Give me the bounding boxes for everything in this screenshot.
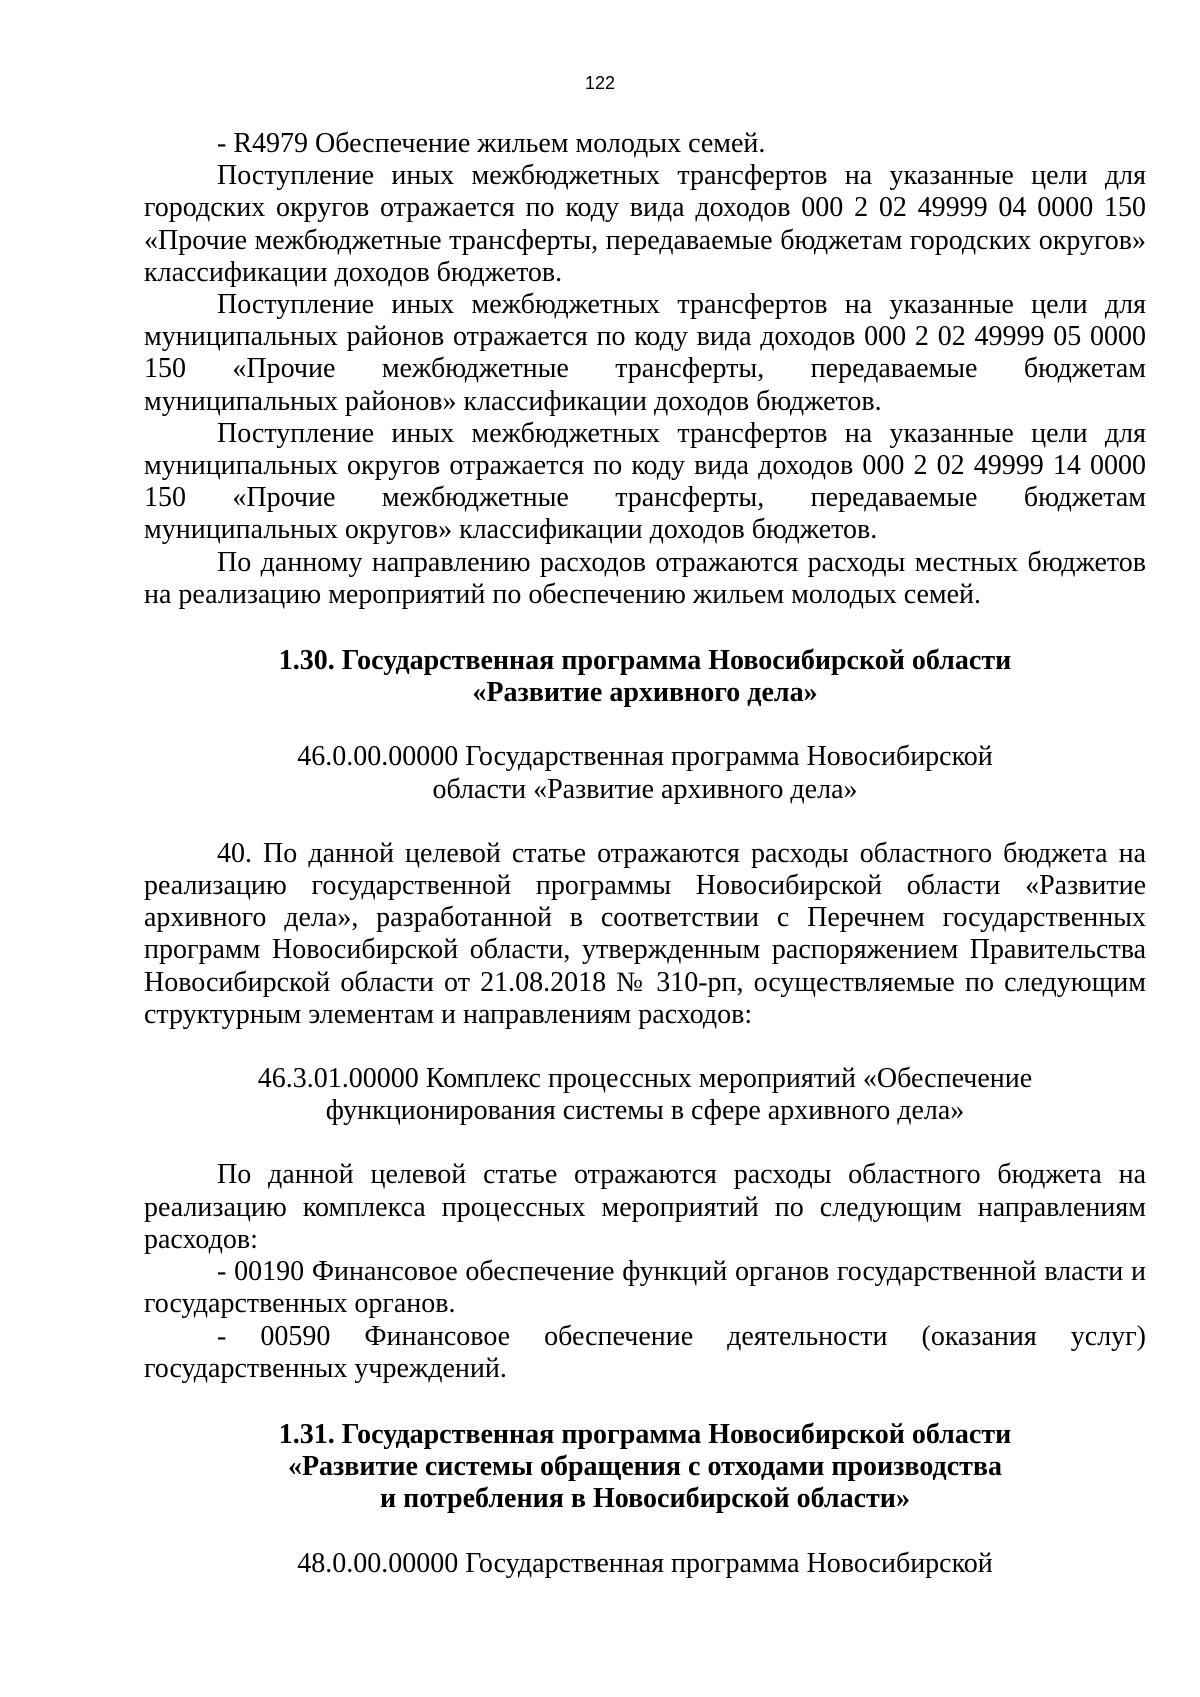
paragraph-city-districts: Поступление иных межбюджетных трансфертов на указанные цели для городских округов отражается по коду вида доходов 000 2 02 49999 04 0000 150 «Прочие межбюджетные трансферты, передаваемые бюджетам городских округов» классификации доходов бюджетов. (144, 160, 1146, 288)
section-131-heading-line3: и потребления в Новосибирской области» (380, 1483, 910, 1515)
paragraph-40: 40. По данной целевой статье отражаются расходы областного бюджета на реализацию государственной программы Новосибирской области «Развитие архивного дела», разработанной в соответствии с Перечнем государственных программ Новосибирской области, утвержденным распоряжением Правительства Новосибирской области от 21.08.2018 № 310-рп, осуществляемые по следующим структурным элементам и направлениям расходов: (144, 837, 1146, 1030)
section-130-program-code (144, 741, 1146, 805)
section-130-heading (144, 645, 1146, 709)
complex-code-line1: 46.3.01.00000 Комплекс процессных мероприятий «Обеспечение (257, 1063, 1033, 1095)
section-131-heading-line1: 1.31. Государственная программа Новосибирской области (278, 1418, 1012, 1450)
paragraph-municipal-districts: Поступление иных межбюджетных трансфертов на указанные цели для муниципальных округов отражается по коду вида доходов 000 2 02 49999 14 0000 150 «Прочие межбюджетные трансферты, передаваемые бюджетам муниципальных округов» классификации доходов бюджетов. (144, 417, 1146, 546)
page-number: 122 (584, 73, 616, 93)
complex-code-46-3 (144, 1063, 1146, 1127)
list-item-00190: - 00190 Финансовое обеспечение функций органов государственной власти и государственных органов. (144, 1256, 1146, 1320)
section-131-heading-line2: «Развитие системы обращения с отходами производства (287, 1451, 1003, 1483)
complex-code-line2: функционирования системы в сфере архивного дела» (325, 1095, 965, 1127)
section-131-program-code (144, 1548, 1146, 1580)
list-item-r4979: - R4979 Обеспечение жильем молодых семей. (217, 128, 766, 159)
program-code-46-line1: 46.0.00.00000 Государственная программа Новосибирской (297, 741, 993, 773)
paragraph-complex: По данной целевой статье отражаются расходы областного бюджета на реализацию комплекса процессных мероприятий по следующим направлениям расходов: (144, 1159, 1146, 1255)
page-content (144, 128, 1146, 1580)
program-code-48-line1: 48.0.00.00000 Государственная программа Новосибирской (297, 1547, 993, 1579)
section-130-heading-line1: 1.30. Государственная программа Новосибирской области (278, 645, 1012, 677)
program-code-46-line2: области «Развитие архивного дела» (432, 773, 858, 805)
paragraph-municipal-areas: Поступление иных межбюджетных трансфертов на указанные цели для муниципальных районов отражается по коду вида доходов 000 2 02 49999 05 0000 150 «Прочие межбюджетные трансферты, передаваемые бюджетам муниципальных районов» классификации доходов бюджетов. (144, 289, 1146, 417)
paragraph-expenses: По данному направлению расходов отражаются расходы местных бюджетов на реализацию мероприятий по обеспечению жильем молодых семей. (144, 546, 1146, 610)
list-item-00590: - 00590 Финансовое обеспечение деятельности (оказания услуг) государственных учреждений. (144, 1320, 1146, 1384)
section-131-heading (144, 1419, 1146, 1516)
section-130-heading-line2: «Развитие архивного дела» (472, 677, 818, 709)
